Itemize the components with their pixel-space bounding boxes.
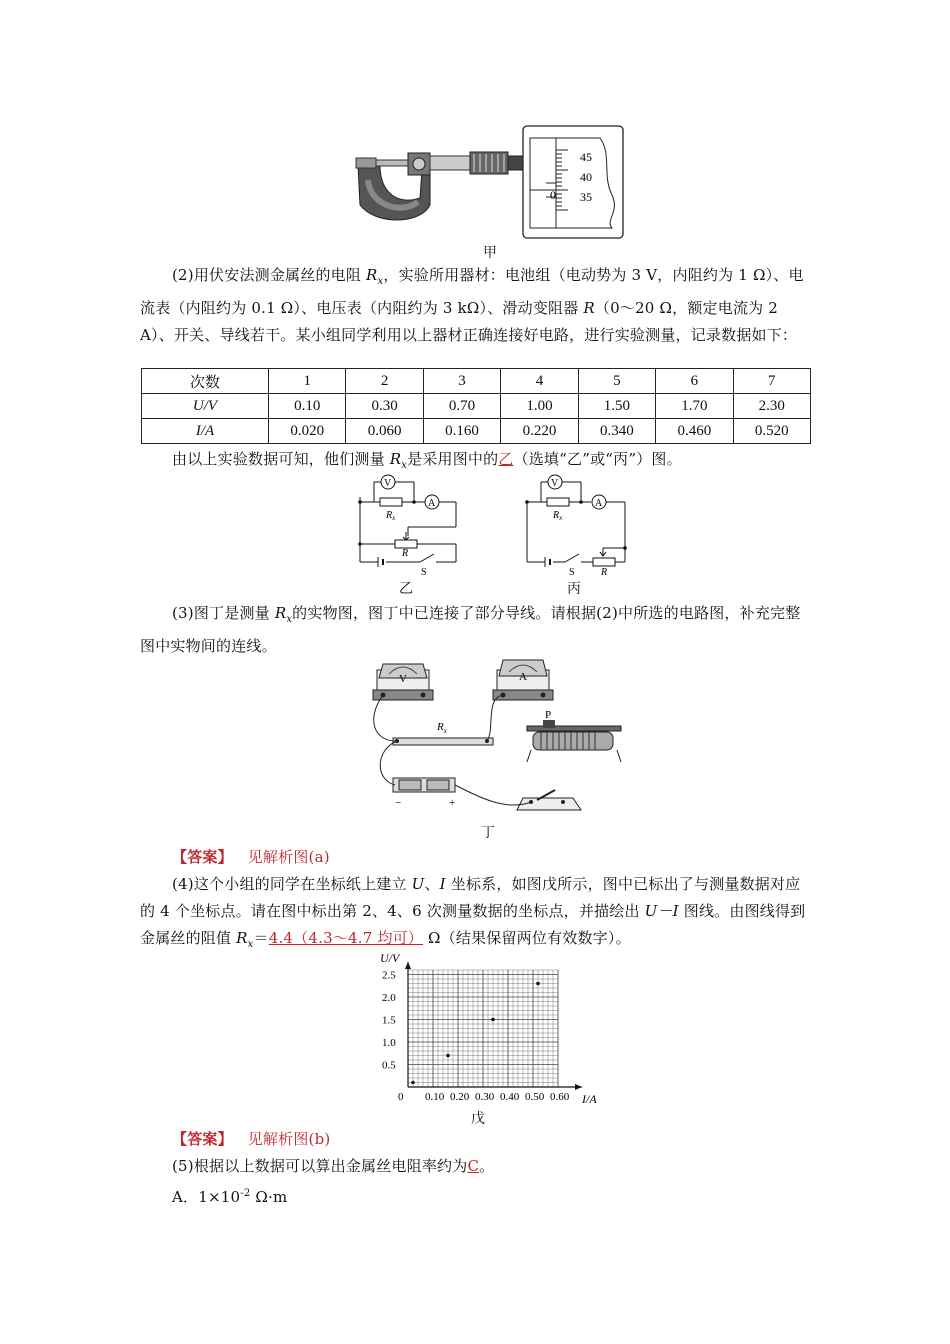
- data-point: [411, 1081, 415, 1085]
- answer-resistance: 4.4（4.3～4.7 均可）: [268, 929, 424, 947]
- y-tick-label: 1.0: [382, 1037, 396, 1049]
- x-tick-label: 0: [398, 1091, 404, 1103]
- table-cell: U/V: [142, 394, 269, 419]
- r-label: R: [402, 548, 409, 559]
- ammeter-label: A: [595, 498, 603, 509]
- voltmeter-label: V: [399, 673, 407, 685]
- y-tick-label: 0.5: [382, 1059, 396, 1072]
- x-tick-label: 0.10: [425, 1091, 445, 1103]
- x-tick-label: 0.20: [450, 1091, 470, 1103]
- voltmeter-label: V: [551, 478, 559, 489]
- answer-text: 见解析图(a): [247, 848, 330, 866]
- scale-label-35: 35: [580, 190, 592, 204]
- slider-label-p: P: [545, 709, 552, 721]
- figure-caption-wu: 戊: [471, 1111, 485, 1127]
- x-tick-label: 0.60: [550, 1091, 570, 1103]
- micrometer-figure: [350, 120, 630, 245]
- circuit-bing: [517, 472, 632, 577]
- table-cell: 2: [346, 369, 423, 394]
- apparatus-figure: [355, 650, 625, 820]
- data-point: [446, 1054, 450, 1058]
- table-cell: 5: [578, 369, 655, 394]
- scale-label-40: 40: [580, 170, 592, 184]
- battery-plus-label: +: [449, 797, 456, 809]
- table-cell: 0.160: [423, 419, 500, 444]
- table-cell: 1.00: [501, 394, 578, 419]
- question-4-text: (4)这个小组的同学在坐标纸上建立 U、I 坐标系，如图戊所示，图中已标出了与测量数据对应的 4 个坐标点。请在图中标出第 2、4、6 次测量数据的坐标点，并描绘出 U－I 图线。由图线得到金属丝的阻值 $R_x=4.4(4.3\sim 4.7$ 均可） Ω（结果保留两位有效数字）。: [140, 875, 806, 950]
- table-cell: 4: [501, 369, 578, 394]
- table-cell: I/A: [142, 419, 269, 444]
- answer-circuit-choice: 乙: [498, 450, 514, 468]
- ui-chart: [360, 950, 610, 1110]
- rx-label: $R_x$: [553, 510, 563, 522]
- x-tick-label: 0.40: [500, 1091, 520, 1103]
- x-axis-arrow: [575, 1084, 582, 1090]
- data-point: [536, 982, 540, 986]
- table-cell: 6: [656, 369, 733, 394]
- table-cell: 0.10: [269, 394, 346, 419]
- table-cell: 1.50: [578, 394, 655, 419]
- table-cell: 0.460: [656, 419, 733, 444]
- table-cell: 0.520: [733, 419, 810, 444]
- data-table: [141, 368, 811, 444]
- answer-a: [140, 844, 812, 871]
- rheostat-device: [527, 720, 621, 762]
- table-cell: 0.020: [269, 419, 346, 444]
- rx-label: $R_x$: [437, 721, 447, 735]
- answer-tag: 【答案】: [172, 1130, 233, 1148]
- r-label: R: [601, 567, 608, 577]
- data-point: [491, 1018, 495, 1022]
- table-cell: 次数: [142, 369, 269, 394]
- answer-text: 见解析图(b): [247, 1130, 331, 1148]
- figure-caption-jia: 甲: [483, 245, 497, 261]
- circuit-yi: [350, 472, 465, 577]
- table-cell: 1: [269, 369, 346, 394]
- figure-caption-ding: 丁: [481, 825, 495, 841]
- table-cell: 7: [733, 369, 810, 394]
- y-tick-label: 2.0: [382, 992, 396, 1004]
- table-cell: 3: [423, 369, 500, 394]
- battery-minus-label: −: [395, 797, 402, 809]
- question-3-text: (3)图丁是测量 $R_x$的实物图，图丁中已连接了部分导线。请根据(2)中所选的电路图，补充完整图中实物间的连线。: [140, 604, 801, 655]
- question-5-text: (5)根据以上数据可以算出金属丝电阻率约为C。: [172, 1157, 495, 1175]
- answer-option: C: [467, 1157, 480, 1175]
- table-cell: 0.340: [578, 419, 655, 444]
- question-2-conclusion: 由以上实验数据可知，他们测量 $R_x$是采用图中的乙（选填“乙”或“丙”）图。: [172, 450, 682, 471]
- y-tick-label: 1.5: [382, 1014, 396, 1027]
- question-2-text: (2)用伏安法测金属丝的电阻 $R_x$，实验所用器材：电池组（电动势为 3 V，内阻约为 1 Ω）、电流表（内阻约为 0.1 Ω）、电压表（内阻约为 3 kΩ）、滑动变阻器 R（0～20 Ω，额定电流为 2 A）、开关、导线若干。某小组同学利用以上器材正确连接好电路，进行实验测量，记录数据如下：: [140, 266, 804, 344]
- y-axis-label: U/V: [380, 951, 400, 965]
- ammeter-label: A: [519, 671, 527, 683]
- table-header-row: [142, 369, 811, 394]
- table-cell: 0.060: [346, 419, 423, 444]
- scale-label-0: 0: [550, 188, 556, 202]
- x-tick-label: 0.30: [475, 1091, 495, 1103]
- y-axis-arrow: [405, 962, 411, 969]
- scale-label-45: 45: [580, 150, 592, 164]
- table-row: [142, 394, 811, 419]
- table-cell: 0.30: [346, 394, 423, 419]
- voltmeter-label: V: [384, 478, 392, 489]
- figure-caption-yi: 乙: [399, 581, 413, 597]
- rx-label: $R_x$: [386, 510, 396, 522]
- answer-b: [140, 1126, 812, 1153]
- ammeter-label: A: [428, 498, 436, 509]
- x-tick-label: 0.50: [525, 1091, 545, 1103]
- option-a: A．$1\times 10^{-2}$ Ω·m: [172, 1188, 288, 1206]
- x-axis-label: I/A: [582, 1092, 597, 1106]
- table-row: [142, 419, 811, 444]
- y-tick-label: 2.5: [382, 969, 396, 982]
- table-cell: 1.70: [656, 394, 733, 419]
- table-cell: 0.220: [501, 419, 578, 444]
- answer-tag: 【答案】: [172, 848, 233, 866]
- figure-caption-bing: 丙: [567, 581, 581, 597]
- switch-label: S: [569, 567, 575, 577]
- table-cell: 0.70: [423, 394, 500, 419]
- switch-label: S: [421, 567, 427, 577]
- table-cell: 2.30: [733, 394, 810, 419]
